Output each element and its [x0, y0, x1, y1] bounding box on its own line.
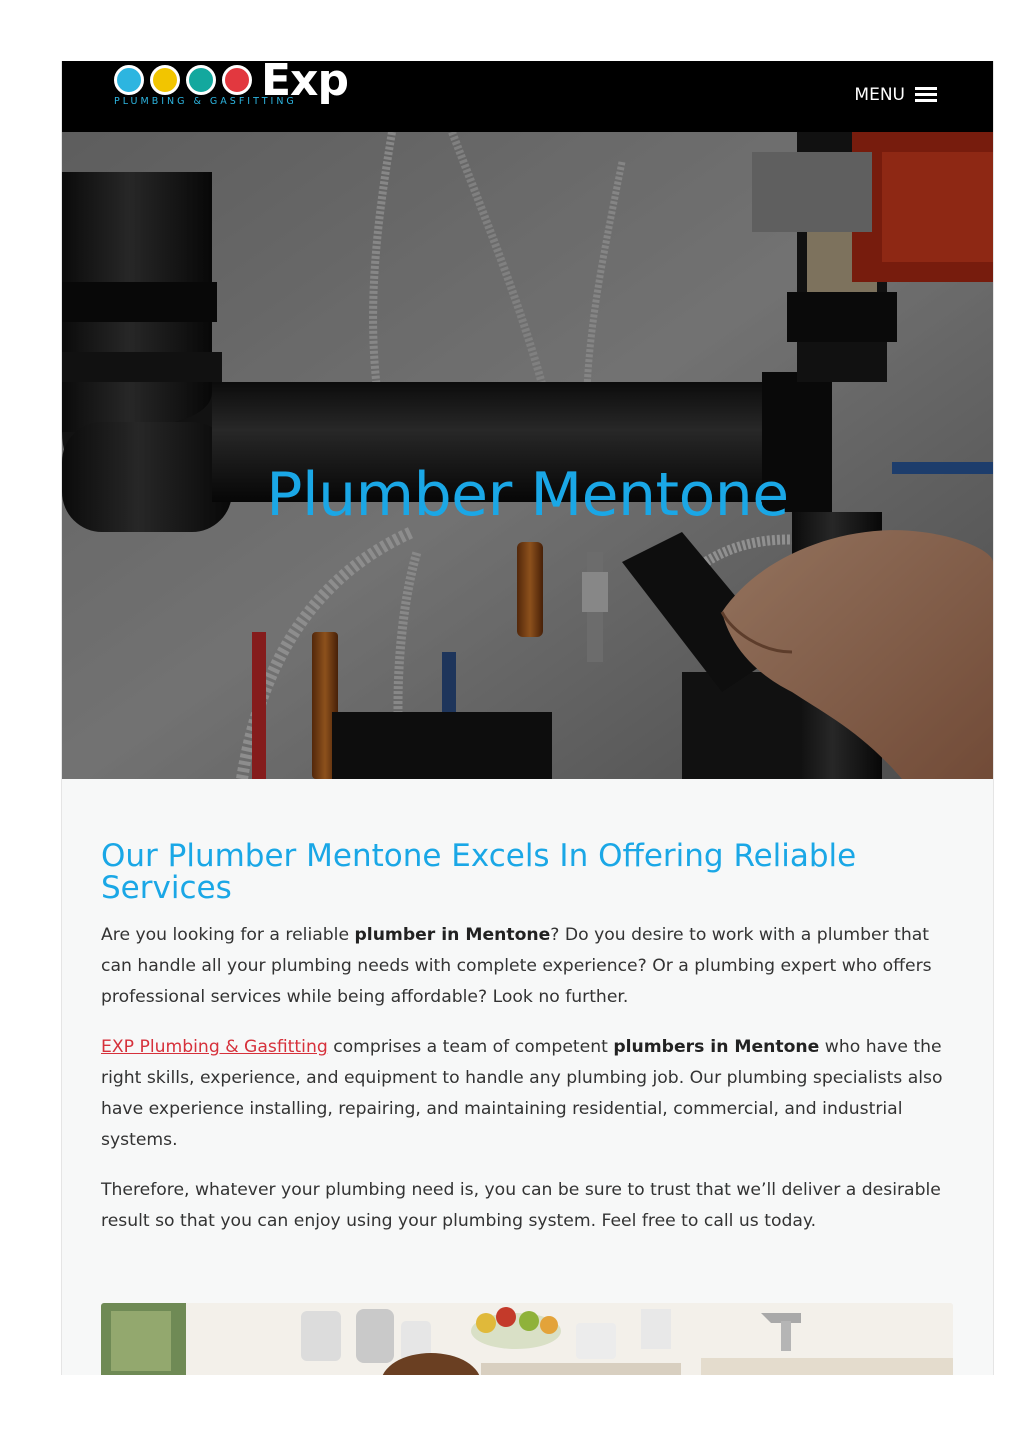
para1-text-1: Are you looking for a reliable: [101, 925, 355, 945]
logo-wordmark: Exp: [261, 61, 348, 106]
site-header: [62, 61, 993, 132]
para1-text-2: ? Do you desire to work with a plumber that can handle all your plumbing needs with complete experience? Or a plumbing expert who offers professional services while being affordable? Look no further.: [101, 925, 932, 1007]
logo-circle-green: [186, 65, 216, 95]
hero-plumbing-image: [62, 132, 993, 779]
logo-tagline: PLUMBING & GASFITTING: [114, 96, 297, 107]
intro-paragraph: [101, 920, 961, 1013]
menu-label: MENU: [854, 85, 905, 105]
hero-title: Plumber Mentone: [266, 460, 789, 530]
para2-bold-keyword: plumbers in Mentone: [613, 1037, 820, 1057]
logo-circle-blue: [114, 65, 144, 95]
para2-text-2: who have the right skills, experience, and equipment to handle any plumbing job. Our plumbing specialists also have experience installing, repairing, and maintaining residential, commercial, and industrial systems.: [101, 1037, 943, 1150]
closing-paragraph: Therefore, whatever your plumbing need is, you can be sure to trust that we’ll deliver a desirable result so that you can enjoy using your plumbing system. Feel free to call us today.: [101, 1180, 941, 1231]
company-link[interactable]: EXP Plumbing & Gasfitting: [101, 1037, 328, 1057]
kitchen-image: [101, 1303, 953, 1375]
page: [61, 61, 994, 1375]
para2-text-1: comprises a team of competent: [327, 1037, 614, 1057]
section-heading: Our Plumber Mentone Excels In Offering Reliable Services: [101, 838, 857, 906]
logo-circle-yellow: [150, 65, 180, 95]
logo-circle-red: [222, 65, 252, 95]
team-paragraph: [101, 1032, 961, 1156]
hamburger-menu-icon: [915, 87, 937, 103]
site-logo[interactable]: [114, 61, 404, 109]
para1-bold-keyword: plumber in Mentone: [354, 925, 551, 945]
hero-banner: [62, 132, 993, 779]
menu-button[interactable]: [854, 85, 937, 105]
